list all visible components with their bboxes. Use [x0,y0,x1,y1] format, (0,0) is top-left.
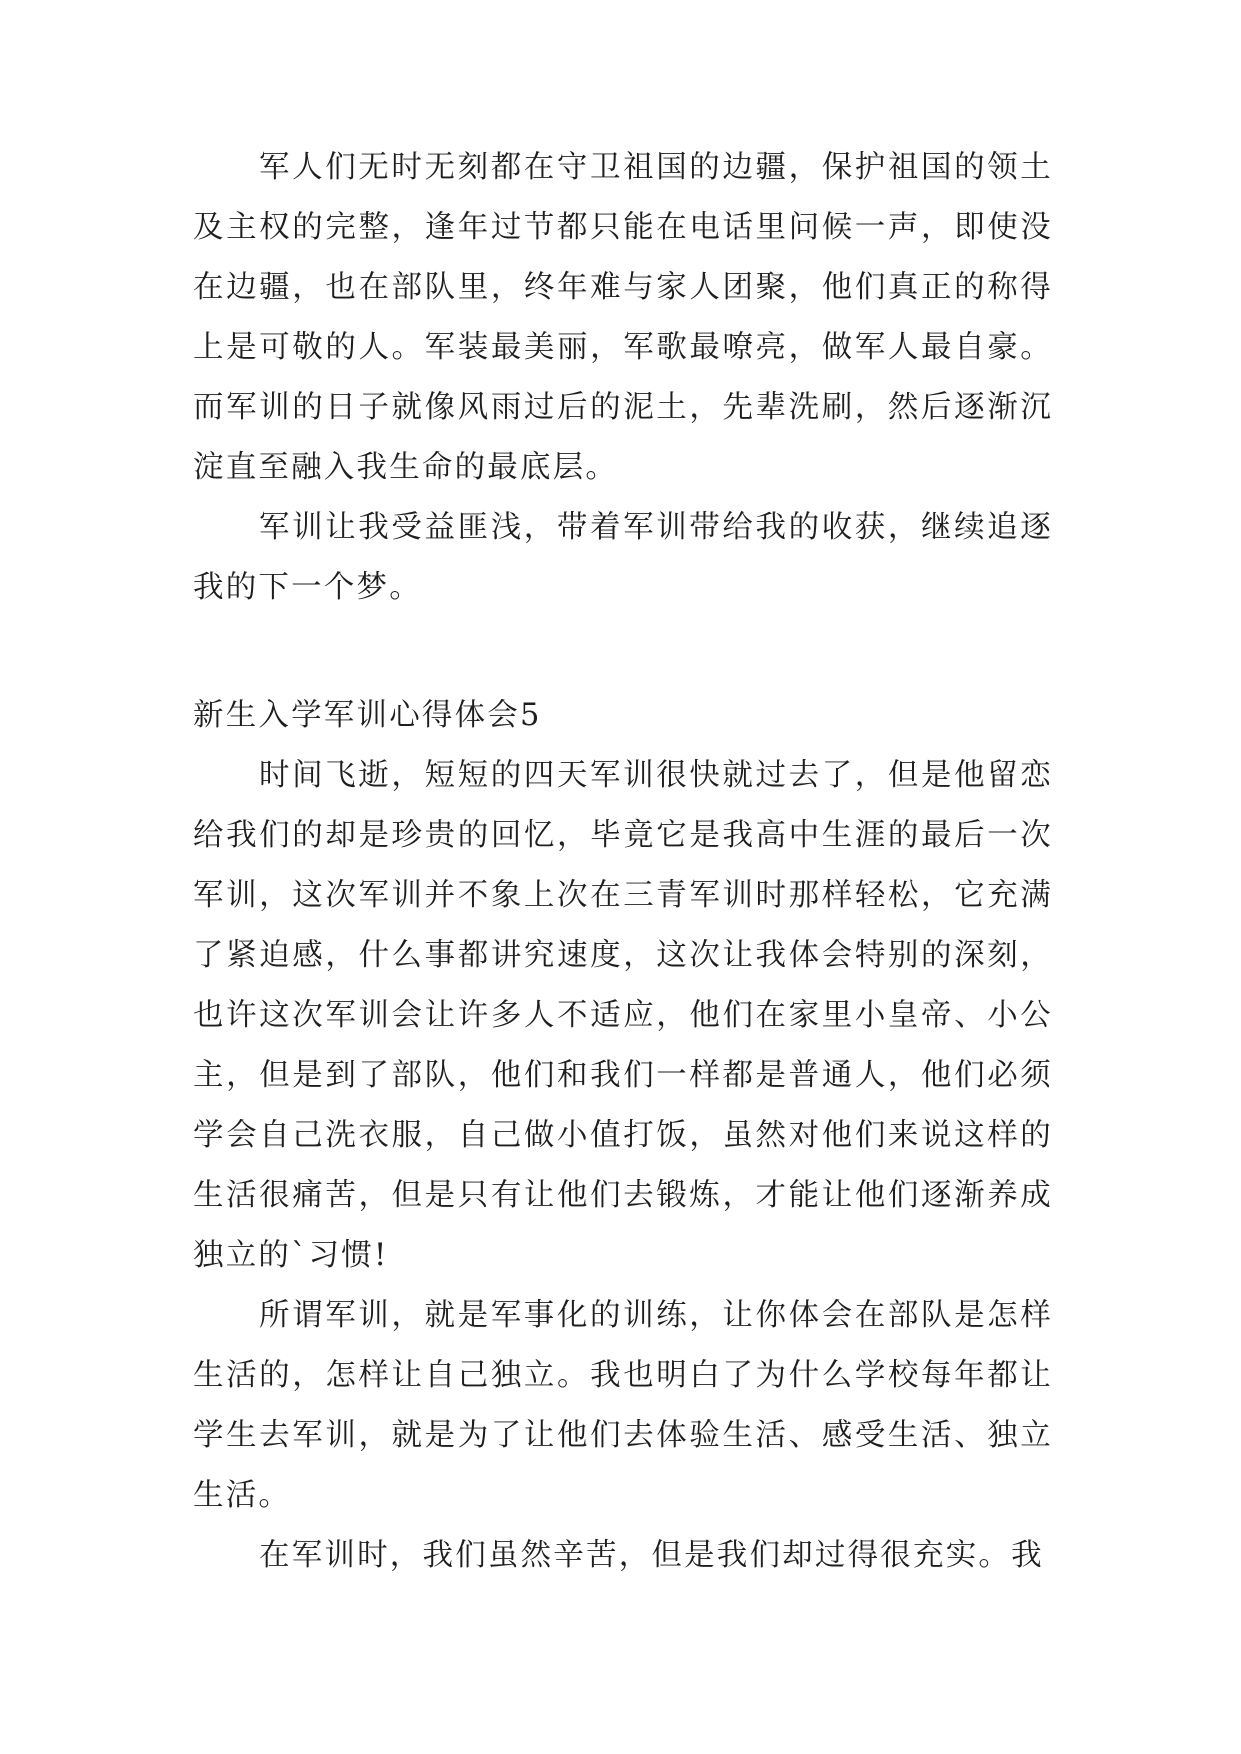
document-body [193,138,1053,1586]
paragraph-during-training: 在军训时，我们虽然辛苦，但是我们却过得很充实。我 [259,1538,1044,1573]
paragraph-soldiers: 军人们无时无刻都在守卫祖国的边疆，保护祖国的领土及主权的完整，逢年过节都只能在电话里问候一声，即使没在边疆，也在部队里，终年难与家人团聚，他们真正的称得上是可敬的人。军装最美丽，军歌最嘹亮，做军人最自豪。而军训的日子就像风雨过后的泥土，先辈洗刷，然后逐渐沉淀直至融入我生命的最底层。 [193,150,1053,485]
paragraph-benefit: 军训让我受益匪浅，带着军训带给我的收获，继续追逐我的下一个梦。 [193,510,1053,605]
paragraph-military-training: 所谓军训，就是军事化的训练，让你体会在部队是怎样生活的，怎样让自己独立。我也明白了为什么学校每年都让学生去军训，就是为了让他们去体验生活、感受生活、独立生活。 [193,1298,1053,1513]
section-title: 新生入学军训心得体会5 [193,698,542,733]
paragraph-time-flies: 时间飞逝，短短的四天军训很快就过去了，但是他留恋给我们的却是珍贵的回忆，毕竟它是我高中生涯的最后一次军训，这次军训并不象上次在三青军训时那样轻松，它充满了紧迫感，什么事都讲究速度，这次让我体会特别的深刻，也许这次军训会让许多人不适应，他们在家里小皇帝、小公主，但是到了部队，他们和我们一样都是普通人，他们必须学会自己洗衣服，自己做小值打饭，虽然对他们来说这样的生活很痛苦，但是只有让他们去锻炼，才能让他们逐渐养成独立的`习惯! [193,758,1053,1273]
section-spacer [193,618,1053,686]
